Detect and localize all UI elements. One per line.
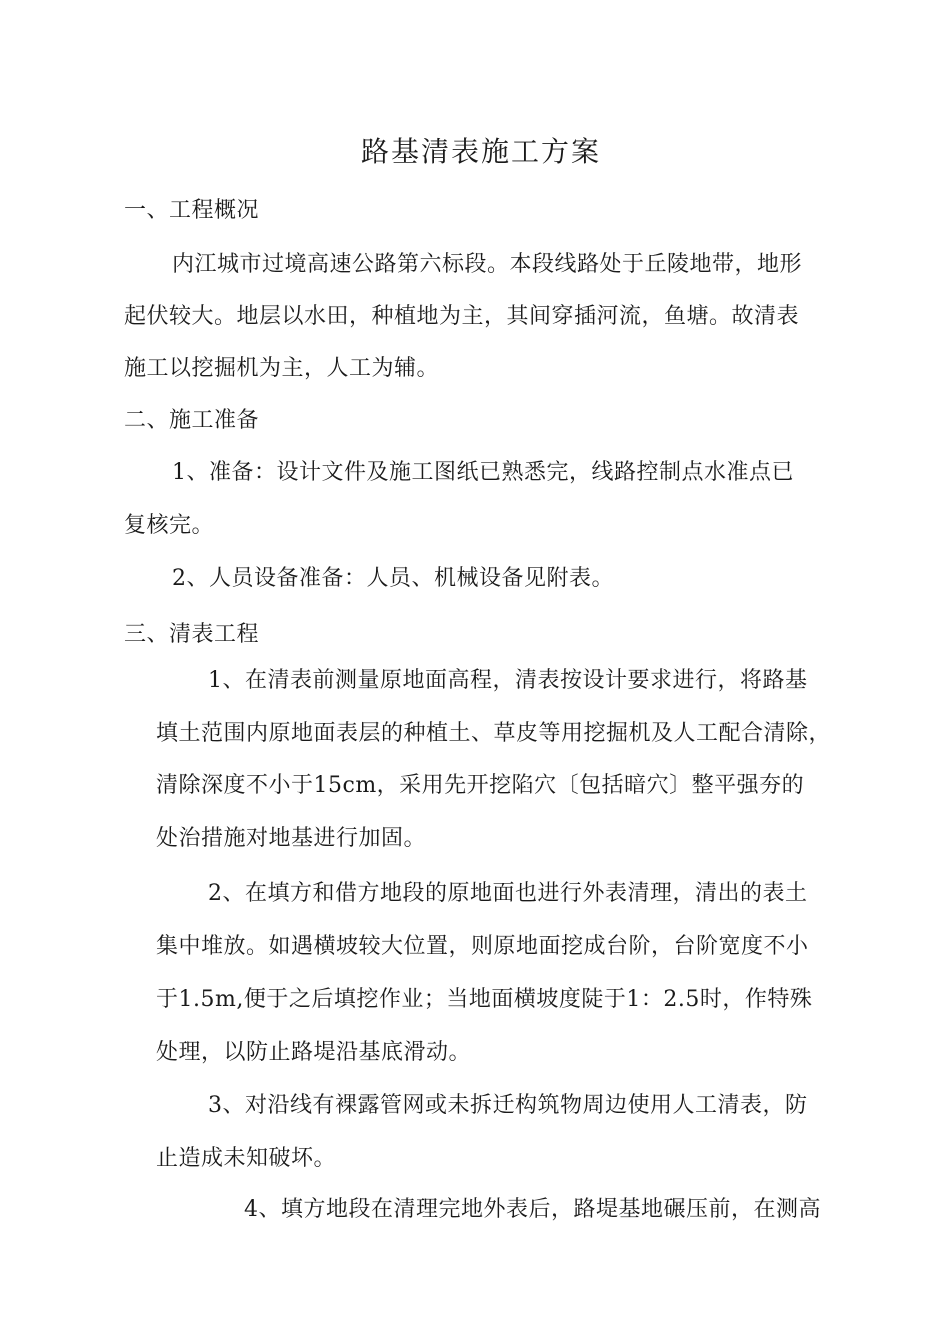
paragraph-line: 4、填方地段在清理完地外表后，路堤基地碾压前，在测高	[244, 1197, 821, 1222]
paragraph-line: 止造成未知破坏。	[156, 1146, 337, 1171]
section-heading: 二、施工准备	[124, 408, 260, 433]
paragraph-line: 3、对沿线有裸露管网或未拆迁构筑物周边使用人工清表，防	[208, 1093, 808, 1118]
paragraph-line: 施工以挖掘机为主，人工为辅。	[124, 356, 440, 381]
paragraph-line: 1、在清表前测量原地面高程，清表按设计要求进行，将路基	[208, 668, 808, 693]
paragraph-line: 处理，以防止路堤沿基底滑动。	[156, 1040, 472, 1065]
section-heading: 一、工程概况	[124, 198, 260, 223]
paragraph-line: 2、人员设备准备：人员、机械设备见附表。	[172, 566, 614, 591]
section-heading: 三、清表工程	[124, 622, 260, 647]
paragraph-line: 内江城市过境高速公路第六标段。本段线路处于丘陵地带，地形	[172, 252, 803, 277]
paragraph-line: 填土范围内原地面表层的种植土、草皮等用挖掘机及人工配合清除，	[156, 721, 832, 746]
paragraph-line: 起伏较大。地层以水田，种植地为主，其间穿插河流，鱼塘。故清表	[124, 304, 800, 329]
document-title: 路基清表施工方案	[361, 135, 602, 168]
paragraph-line: 于1.5m,便于之后填挖作业；当地面横坡度陡于1：2.5时，作特殊	[156, 987, 813, 1012]
paragraph-line: 1、准备：设计文件及施工图纸已熟悉完，线路控制点水准点已	[172, 460, 794, 485]
paragraph-line: 处治措施对地基进行加固。	[156, 826, 427, 851]
paragraph-line: 集中堆放。如遇横坡较大位置，则原地面挖成台阶，台阶宽度不小	[156, 934, 809, 959]
paragraph-line: 2、在填方和借方地段的原地面也进行外表清理，清出的表土	[208, 881, 808, 906]
paragraph-line: 复核完。	[124, 513, 215, 538]
paragraph-line: 清除深度不小于15cm，采用先开挖陷穴〔包括暗穴〕整平强夯的	[156, 773, 805, 798]
